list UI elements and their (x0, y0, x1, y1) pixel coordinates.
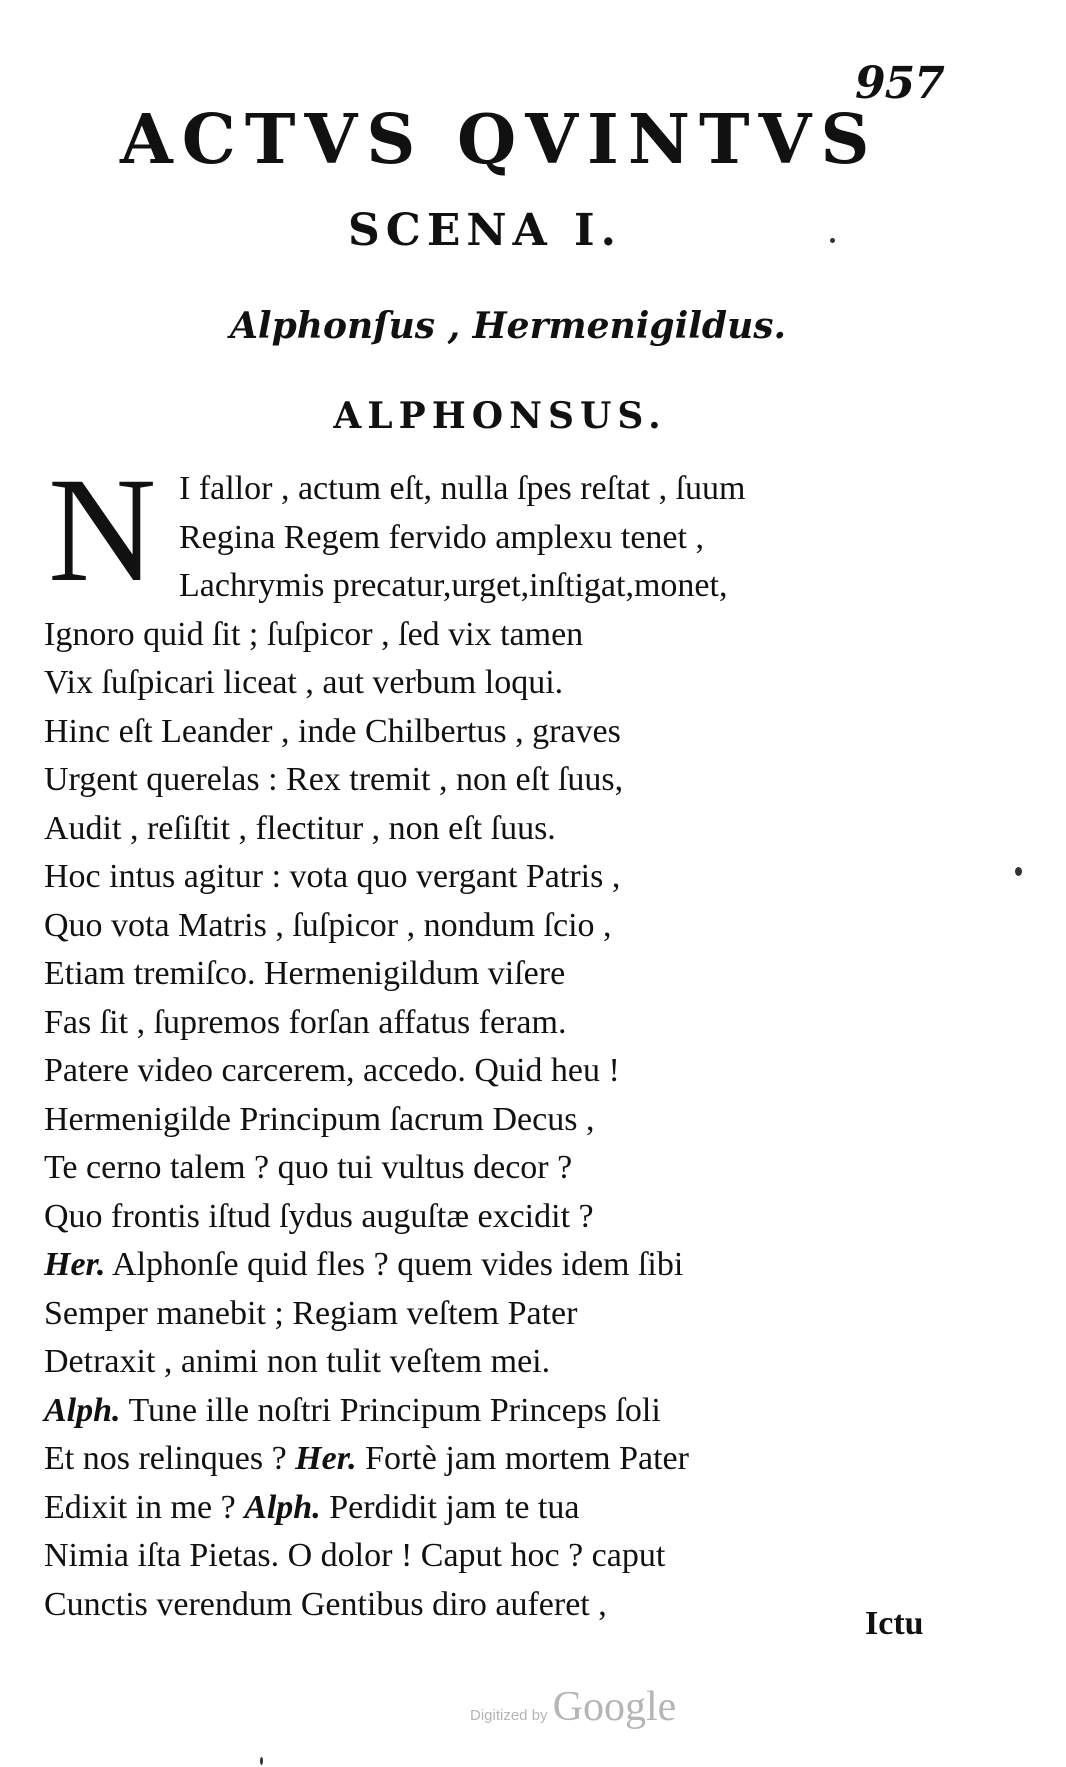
verse-text: I fallor , actum eſt, nulla ſpes reſtat , ſuum (179, 470, 746, 507)
page-number: 957 (855, 58, 944, 109)
verse-text: Et nos relinques ? (44, 1440, 287, 1477)
speaker-abbrev: Her. (44, 1246, 106, 1283)
catchword: Ictu (865, 1605, 924, 1642)
digitized-watermark (470, 1683, 676, 1731)
verse-text: Cunctis verendum Gentibus diro auferet , (44, 1585, 607, 1623)
characters-list: Alphonſus , Hermenigildus. (230, 305, 787, 347)
verse-text: Etiam tremiſco. Hermenigildum viſere (44, 955, 566, 992)
verse-line (44, 999, 964, 1048)
verse-text: Hermenigilde Principum ſacrum Decus , (44, 1100, 595, 1138)
watermark-brand: Google (552, 1684, 677, 1730)
verse-line (44, 853, 964, 902)
act-title: ACTVS QVINTVS (120, 100, 879, 180)
verse-line (44, 1096, 964, 1145)
watermark-prefix: Digitized by (470, 1707, 548, 1724)
verse-text: Quo frontis iſtud ſydus auguſtæ excidit ? (44, 1197, 594, 1235)
verse-text: Te cerno talem ? quo tui vultus decor ? (44, 1149, 573, 1186)
verse-text: Perdidit jam te tua (329, 1488, 580, 1526)
verse-text: Quo vota Matris , ſuſpicor , nondum ſcio , (44, 906, 612, 944)
verse-line (44, 562, 964, 611)
verse-text: Tune ille noſtri Principum Princeps ſoli (128, 1391, 661, 1429)
verse-line (44, 1047, 964, 1096)
verse-block (44, 465, 964, 1629)
verse-text: Ignoro quid ſit ; ſuſpicor , ſed vix tamen (44, 615, 584, 653)
scan-speck (1015, 867, 1022, 876)
verse-text: Fas ſit , ſupremos forſan affatus feram. (44, 1003, 567, 1041)
scan-speck (260, 1757, 263, 1765)
verse-line (44, 514, 964, 563)
verse-line (44, 708, 964, 757)
verse-line (44, 950, 964, 999)
verse-line (44, 1387, 964, 1436)
verse-line (44, 1484, 964, 1533)
verse-text: Lachrymis precatur,urget,inſtigat,monet, (179, 567, 728, 604)
verse-text: Vix ſuſpicari liceat , aut verbum loqui. (44, 664, 564, 701)
scene-title: SCENA I. (348, 205, 622, 256)
verse-line (44, 1581, 964, 1630)
verse-text: Urgent querelas : Rex tremit , non eſt ſuus, (44, 761, 624, 798)
verse-line (44, 902, 964, 951)
verse-text: Alphonſe quid fles ? quem vides idem ſibi (112, 1246, 684, 1283)
verse-line (44, 1290, 964, 1339)
verse-line (44, 465, 964, 514)
speaker-heading: ALPHONSUS. (333, 395, 667, 437)
verse-line (44, 1435, 964, 1484)
verse-text: Semper manebit ; Regiam veſtem Pater (44, 1294, 578, 1332)
drop-cap: N (48, 447, 157, 613)
verse-line (44, 659, 964, 708)
verse-line (44, 611, 964, 660)
verse-text: Detraxit , animi non tulit veſtem mei. (44, 1343, 551, 1380)
verse-line (44, 1532, 964, 1581)
verse-text: Edixit in me ? (44, 1488, 236, 1526)
verse-text: Regina Regem fervido amplexu tenet , (179, 518, 704, 556)
verse-line (44, 1193, 964, 1242)
speaker-abbrev: Her. (295, 1440, 357, 1477)
verse-text: Nimia iſta Pietas. O dolor ! Caput hoc ? caput (44, 1537, 666, 1574)
verse-line (44, 1338, 964, 1387)
verse-text: Patere video carcerem, accedo. Quid heu ! (44, 1052, 620, 1089)
verse-line (44, 756, 964, 805)
scan-speck (830, 238, 835, 243)
verse-text: Fortè jam mortem Pater (365, 1440, 689, 1477)
verse-text: Hoc intus agitur : vota quo vergant Patris , (44, 858, 621, 895)
verse-line (44, 805, 964, 854)
verse-text: Hinc eſt Leander , inde Chilbertus , graves (44, 712, 621, 750)
speaker-abbrev: Alph. (244, 1488, 321, 1526)
verse-line (44, 1144, 964, 1193)
verse-text: Audit , reſiſtit , flectitur , non eſt ſuus. (44, 809, 556, 847)
speaker-abbrev: Alph. (44, 1391, 121, 1429)
verse-line (44, 1241, 964, 1290)
